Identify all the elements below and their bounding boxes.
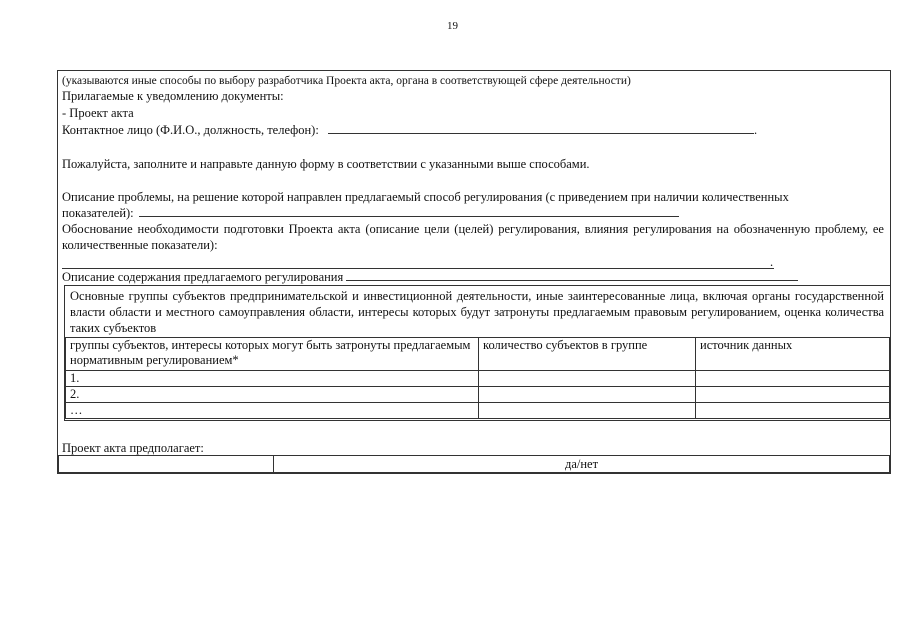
contact-end: . — [753, 123, 758, 137]
subject-groups-table — [65, 337, 890, 419]
column-header-source: источник данных — [696, 338, 890, 371]
table-row — [59, 456, 890, 473]
row-label[interactable]: … — [66, 403, 479, 419]
row-label[interactable]: 1. — [66, 371, 479, 387]
project-act-table — [58, 455, 890, 473]
content-fill-field[interactable] — [346, 269, 798, 281]
table-row — [66, 387, 890, 403]
problem-description-text: Описание проблемы, на решение которой направлен предлагаемый способ регулирования (с приведением при наличии количественных — [62, 190, 789, 204]
project-act-label: Проект акта предполагает: — [62, 441, 204, 455]
row-source-cell[interactable] — [696, 403, 890, 419]
row-source-cell[interactable] — [696, 371, 890, 387]
problem-description-label: показателей): — [62, 206, 134, 220]
problem-fill-field[interactable] — [139, 205, 679, 217]
subject-groups-header: Основные группы субъектов предпринимательской и инвестиционной деятельности, иные заинтересованные лица, включая органы государственной власти области и местного самоуправления области, интересы которых будут затронуты предлагаемым правовым регулированием, оценка количества таких субъектов — [70, 289, 884, 335]
methods-note: (указываются иные способы по выбору разработчика Проекта акта, органа в соответствующей сфере деятельности) — [62, 75, 631, 87]
table-row — [66, 403, 890, 419]
attached-docs-label: Прилагаемые к уведомлению документы: — [62, 89, 284, 103]
contact-label: Контактное лицо (Ф.И.О., должность, телефон): — [62, 123, 319, 137]
page-number: 19 — [447, 20, 458, 32]
row-label[interactable]: 2. — [66, 387, 479, 403]
problem-description-line — [62, 205, 679, 221]
content-description-label: Описание содержания предлагаемого регулирования — [62, 270, 344, 284]
attached-doc-item: - Проект акта — [62, 106, 134, 120]
contact-line — [62, 122, 757, 138]
content-description-line — [62, 269, 798, 285]
row-source-cell[interactable] — [696, 387, 890, 403]
notification-form — [57, 70, 891, 474]
yes-no-cell[interactable]: да/нет — [274, 456, 890, 473]
row-count-cell[interactable] — [479, 387, 696, 403]
project-act-cell[interactable] — [59, 456, 274, 473]
column-header-count: количество субъектов в группе — [479, 338, 696, 371]
subject-groups-box — [64, 285, 891, 421]
table-row — [66, 371, 890, 387]
row-count-cell[interactable] — [479, 403, 696, 419]
please-fill-text: Пожалуйста, заполните и направьте данную форму в соответствии с указанными выше способами. — [62, 157, 590, 171]
row-count-cell[interactable] — [479, 371, 696, 387]
contact-fill-field[interactable] — [328, 122, 754, 134]
justification-text: Обоснование необходимости подготовки Проекта акта (описание цели (целей) регулирования, влияния регулирования на обозначенную проблему, ее количественные показатели): — [62, 222, 884, 252]
column-header-groups: группы субъектов, интересы которых могут быть затронуты предлагаемым нормативным регулированием* — [66, 338, 479, 371]
table-header-row — [66, 338, 890, 371]
justification-end: . — [770, 255, 774, 269]
